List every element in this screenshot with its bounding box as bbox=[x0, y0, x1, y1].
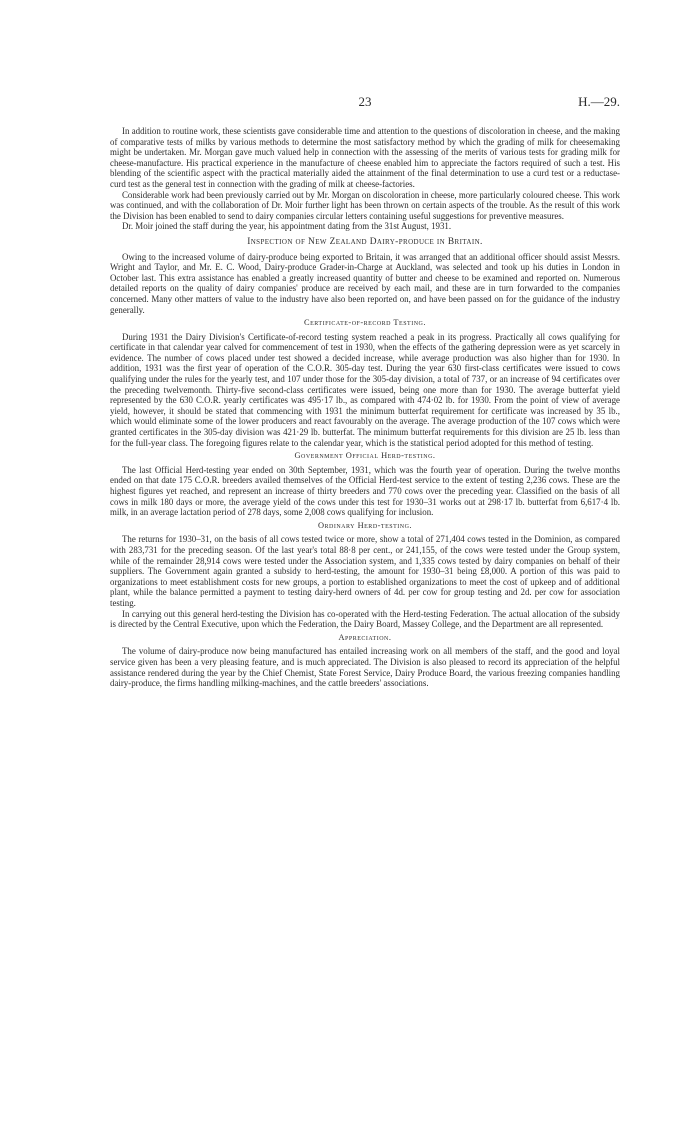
section-inspection-britain bbox=[110, 232, 620, 315]
section-heading: Ordinary Herd-testing. bbox=[317, 520, 413, 530]
paragraph: The last Official Herd-testing year ended on 30th September, 1931, which was the fourth year of operation. During the twelve months ended on that date 175 C.O.R. breeders availed themselves of the Official Herd-test service to the extent of testing 2,236 cows. These are the highest figures yet reached, and represent an increase of thirty breeders and 770 cows over the preceding year. Classified on the basis of all cows in milk 180 days or more, the average yield of the cows under this test for 1930–31 works out at 298·17 lb. butterfat from 6,617·4 lb. milk, in an average lactation period of 278 days, some 2,008 cows qualifying for inclusion. bbox=[110, 464, 620, 518]
section-research bbox=[110, 126, 620, 232]
paragraph: In addition to routine work, these scientists gave considerable time and attention to the questions of discoloration in cheese, and the making of comparative tests of milks by various methods to determine the most satisfactory method by which the grading of milk for cheesemaking might be undertaken. Mr. Morgan gave much valued help in connection with the assessing of the merits of various tests for grading milk for cheese-manufacture. His practical experience in the manufacture of cheese enabled him to appreciate the factors required of such a test. His blending of the scientific aspect with the practical materially aided the attainment of the final determination to use a curd test or a reductase-curd test as the general test in connection with the grading of milk at cheese-factories. bbox=[110, 126, 620, 189]
document-body bbox=[110, 126, 620, 689]
section-heading: Inspection of New Zealand Dairy-produce in Britain. bbox=[247, 236, 483, 247]
page-header bbox=[110, 94, 620, 112]
section-certificate-of-record bbox=[110, 315, 620, 448]
paragraph: Considerable work had been previously carried out by Mr. Morgan on discoloration in cheese, more particularly coloured cheese. This work was continued, and with the collaboration of Dr. Moir further light has been thrown on certain aspects of the trouble. As the result of this work the Division has been enabled to send to dairy companies circular letters containing useful suggestions for preventive measures. bbox=[110, 189, 620, 221]
page-number: 23 bbox=[358, 94, 372, 109]
section-heading: Certificate-of-record Testing. bbox=[304, 318, 426, 328]
section-ordinary-herd-testing bbox=[110, 518, 620, 630]
section-heading: Government Official Herd-testing. bbox=[294, 451, 436, 461]
section-heading: Appreciation. bbox=[338, 632, 392, 642]
section-official-herd-testing bbox=[110, 448, 620, 518]
paragraph: The volume of dairy-produce now being manufactured has entailed increasing work on all members of the staff, and the good and loyal service given has been a very pleasing feature, and is much appreciated. The Division is also pleased to record its appreciation of the helpful assistance rendered during the year by the Chief Chemist, State Forest Service, Dairy Produce Board, the various freezing companies handling dairy-produce, the firms handling milking-machines, and the cattle breeders' associations. bbox=[110, 646, 620, 689]
document-reference: H.—29. bbox=[578, 94, 620, 109]
paragraph: In carrying out this general herd-testing the Division has co-operated with the Herd-testing Federation. The actual allocation of the subsidy is directed by the Central Executive, upon which the Federation, the Dairy Board, Massey College, and the Department are all represented. bbox=[110, 608, 620, 630]
section-appreciation bbox=[110, 630, 620, 689]
paragraph: Dr. Moir joined the staff during the year, his appointment dating from the 31st August, 1931. bbox=[122, 221, 452, 232]
paragraph: The returns for 1930–31, on the basis of all cows tested twice or more, show a total of 271,404 cows tested in the Dominion, as compared with 283,731 for the preceding season. Of the last year's total 88·8 per cent., or 241,155, of the cows were tested under the Group system, while of the remainder 28,914 cows were tested under the Association system, and 1,335 cows tested by dairy companies on behalf of their suppliers. The Government again granted a subsidy to herd-testing, the amount for 1930–31 being £8,000. A portion of this was paid to organizations to meet establishment costs for new groups, a portion to established organizations to meet the cost of upkeep and of additional plant, while the balance permitted a payment to testing dairy-herd owners of 4d. per cow for group testing and 2d. per cow for association testing. bbox=[110, 534, 620, 608]
paragraph: Owing to the increased volume of dairy-produce being exported to Britain, it was arranged that an additional officer should assist Messrs. Wright and Taylor, and Mr. E. C. Wood, Dairy-produce Grader-in-Charge at Auckland, was selected and took up his duties in London in October last. This extra assistance has enabled a greatly increased quantity of butter and cheese to be examined and reported on. Numerous detailed reports on the quality of dairy companies' produce are received by each mail, and these are in turn forwarded to the companies concerned. Many other matters of value to the industry have also been reported on, and have been passed on for the guidance of the industry generally. bbox=[110, 251, 620, 315]
paragraph: During 1931 the Dairy Division's Certificate-of-record testing system reached a peak in its progress. Practically all cows qualifying for certificate in that calendar year calved for commencement of test in 1930, when the effects of the gathering depression were as yet scarcely in evidence. The number of cows placed under test showed a decided increase, while average production was also higher than for 1930. In addition, 1931 was the first year of operation of the C.O.R. 305-day test. During the year 630 first-class certificates were issued to cows qualifying under the rules for the yearly test, and 107 under those for the 305-day division, a total of 737, or an increase of 94 certificates over the preceding twelvemonth. Thirty-five second-class certificates were issued, being one more than for 1930. The average butterfat yield represented by the 630 C.O.R. yearly certificates was 495·17 lb., as compared with 474·02 lb. for 1930. From the point of view of average yield, however, it should be stated that commencing with 1931 the minimum butterfat requirement for certificate was increased by 35 lb., which would eliminate some of the lower producers and react favourably on the average. The average production of the 107 cows which were granted certificates in the 305-day division was 421·29 lb. butterfat. The minimum butterfat requirements for this division are 25 lb. less than for the full-year class. The foregoing figures relate to the calendar year, which is the statistical period adopted for this method of testing. bbox=[110, 331, 620, 448]
